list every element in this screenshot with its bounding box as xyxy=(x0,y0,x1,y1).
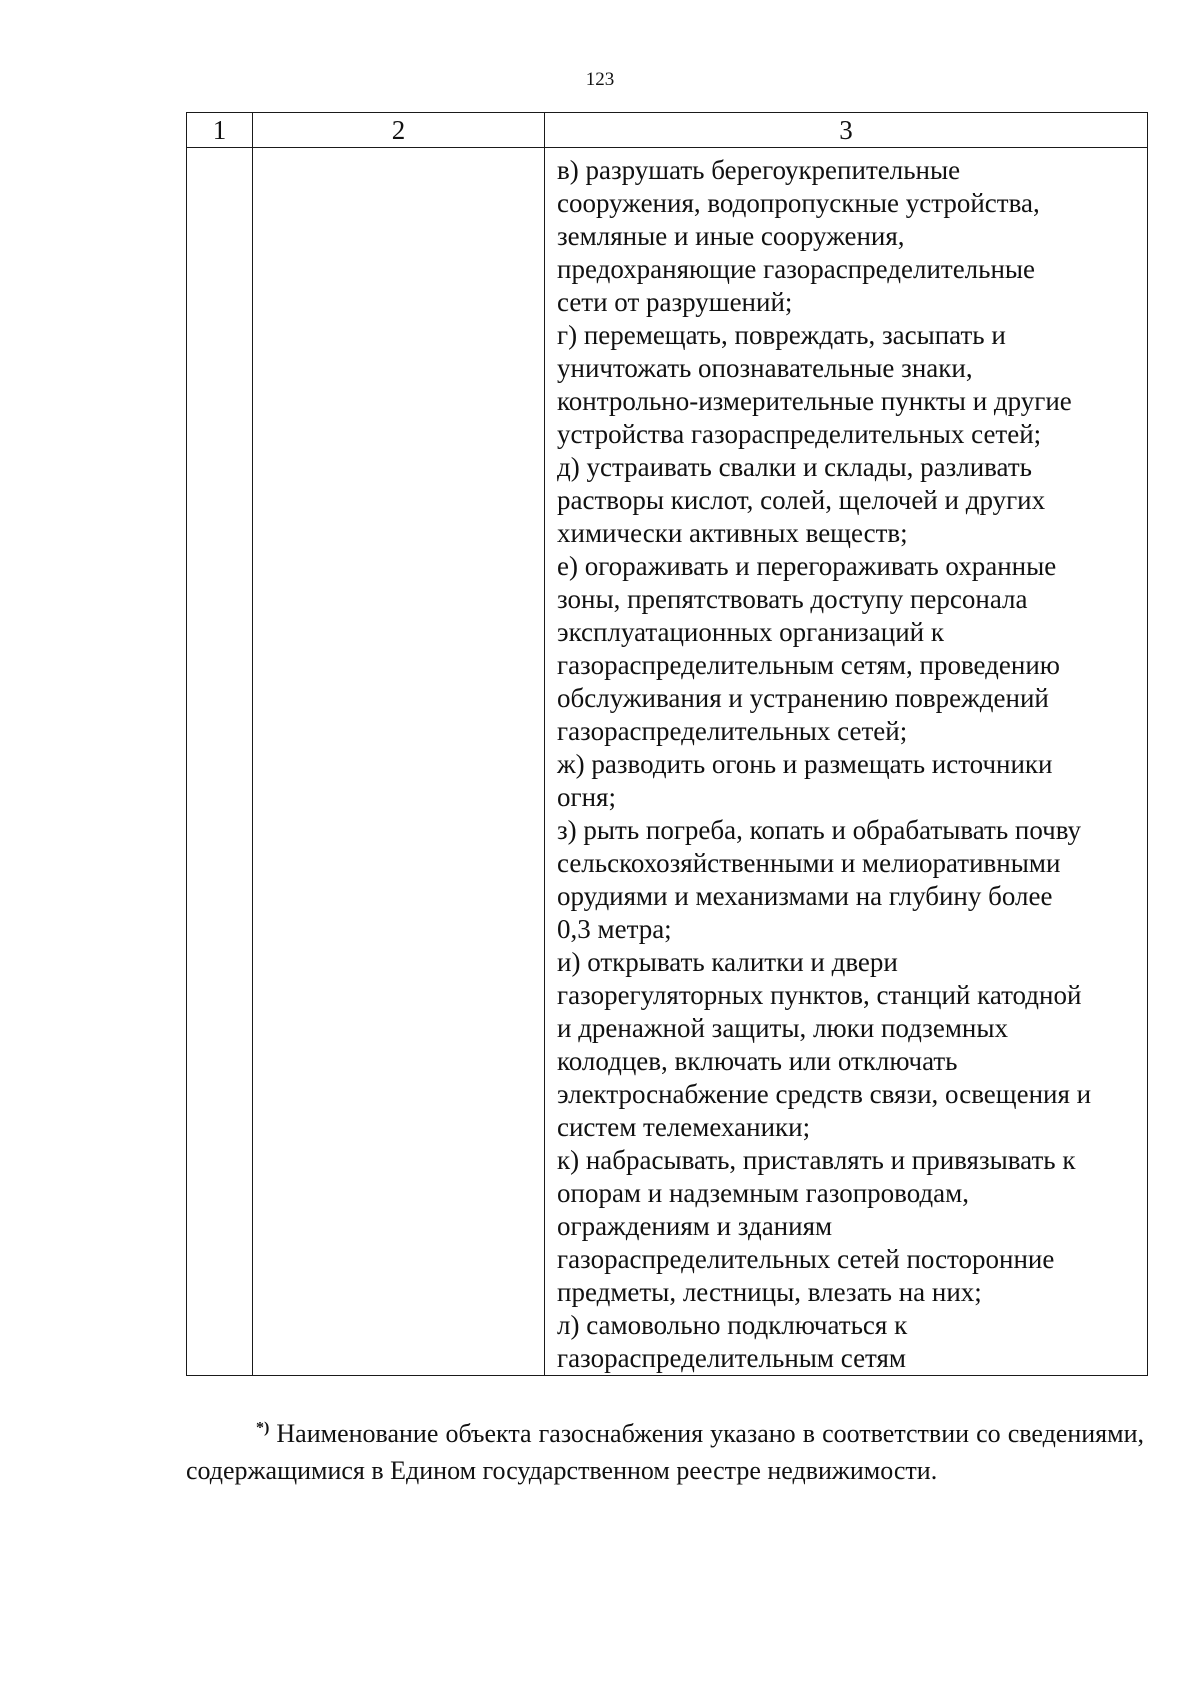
footnote-mark: *) xyxy=(256,1419,270,1437)
page-number: 123 xyxy=(585,69,615,90)
column-header-1: 1 xyxy=(187,113,253,148)
table-row xyxy=(187,148,1148,1376)
cell-text-col2 xyxy=(253,148,544,154)
table-cell-col3 xyxy=(545,148,1148,1376)
footnote-text: Наименование объекта газоснабжения указано в соответствии со сведениями, содержащимися в Едином государственном реестре недвижимости. xyxy=(186,1419,1144,1485)
restrictions-table xyxy=(186,112,1148,1376)
column-header-2: 2 xyxy=(253,113,545,148)
table-cell-col2 xyxy=(253,148,545,1376)
cell-text-col1 xyxy=(187,148,252,154)
restrictions-list: в) разрушать берегоукрепительные сооружения, водопропускные устройства, земляные и иные сооружения, предохраняющие газораспределительные сети от разрушений; г) перемещать, повреждать, засыпать и уничтожать опознавательные знаки, контрольно-измерительные пункты и другие устройства газораспределительных сетей; д) устраивать свалки и склады, разливать растворы кислот, солей, щелочей и других химически активных веществ; е) огораживать и перегораживать охранные зоны, препятствовать доступу персонала эксплуатационных организаций к газораспределительным сетям, проведению обслуживания и устранению повреждений газораспределительных сетей; ж) разводить огонь и размещать источники огня; з) рыть погреба, копать и обрабатывать почву сельскохозяйственными и мелиоративными орудиями и механизмами на глубину более 0,3 метра; и) открывать калитки и двери газорегуляторных пунктов, станций катодной и дренажной защиты, люки подземных колодцев, включать или отключать электроснабжение средств связи, освещения и систем телемеханики; к) набрасывать, приставлять и привязывать к опорам и надземным газопроводам, ограждениям и зданиям газораспределительных сетей посторонние предметы, лестницы, влезать на них; л) самовольно подключаться к газораспределительным сетям xyxy=(557,155,1092,1373)
footnote xyxy=(186,1415,1144,1489)
table-header-row xyxy=(187,113,1148,148)
table-cell-col1 xyxy=(187,148,253,1376)
column-header-3: 3 xyxy=(545,113,1148,148)
